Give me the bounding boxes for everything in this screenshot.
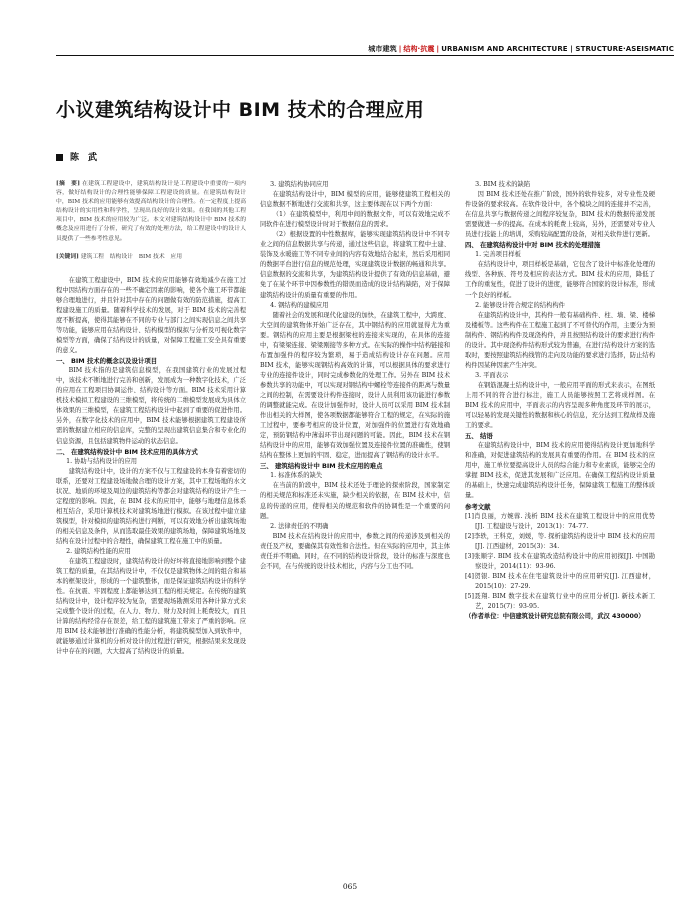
section-heading-4: 四、 在建筑结构设计中对 BIM 技术的处理措施	[465, 241, 601, 250]
abstract-label: [摘 要]	[56, 181, 81, 187]
paragraph-2-4: 随着社会的发展和现代化建设的加快，在建筑工程中，大跨度、大空间的建筑物体开始广泛存在，其中钢结构的应用就显得尤为重要。钢结构的应用主要是根据梁柱的连接来实现的，在具体的连接中，有梁梁连接、梁梁刚接等多种方式。在实际的操作中结构链接和布置加强件的程序较为繁琐，易于造成结构设计存在问题。应用 BIM 技术，能够实现钢结构高效的计算，可以根据具体的要求进行专业的连接件设计，同时完成参数化的处理工作。另外在 BIM 技术参数共享的功能中，可以实现对钢结构中螺栓等连接件的距离与数量之间的控制，在需要设计构件连接时，设计人员利用该功能进行参数的调整就能完成。在设计加强件时，设计人员可以采用 BIM 技术制作出相关的大样图，使各项数据都能够符合工程的规定，在实际的施工过程中，要参考相应的设计位置，对加强件的位置进行有效地确定，预防钢结构中薄弱环节出现问题的可能。因此，BIM 技术在钢结构设计中的应用，能够有效加强位置及连接件位置的准确性，使钢结构在整体上更加的牢固、稳定，进而提高了钢结构的设计水平。	[260, 311, 450, 460]
paragraph-4-3: 在钢筋混凝土结构设计中，一般应用平面的形式来表示，在图纸上用不同的符合进行标注，施工人员能够按照工艺将成样图。在 BIM 技术的应用中，平面表示的内容呈现多种角度及环节的展示，可以轻易的发现关键性的数据和核心的信息，充分达到工程故样及施工的要求。	[465, 381, 655, 430]
column-1	[56, 180, 246, 870]
journal-name: 城市建筑	[368, 45, 397, 53]
reference-item: [1]肖良丽，方婉蓉. 浅析 BIM 技术在建筑工程设计中的应用优势[J]. 工程建设与设计，2013(1)：74-77.	[465, 512, 655, 530]
section-heading-5: 五、 结语	[465, 432, 493, 441]
column-2	[260, 180, 450, 870]
reference-item: [5]聂翔. BIM 数字技术在建筑行业中的应用分析[J]. 新技术新工艺，2015(7)：93-95.	[465, 592, 655, 610]
paragraph-3-2: BIM 技术在结构设计的应用中，参数之间的传递涉及到相关的责任及产权，要确保其有效性和合法性。但在实际的应用中，其主体责任并不明确。同时，在不同的结构设计阶段，设计的标准与深度也会不同，在与传统的设计技术相比，内容与分工也不同。	[260, 532, 450, 570]
subheading-3-2: 2. 法律责任的不明确	[270, 522, 329, 530]
keywords	[56, 253, 246, 262]
header-rule	[56, 55, 674, 56]
page-number: 065	[342, 882, 358, 891]
section-heading-2: 二、 在建筑结构设计中 BIM 技术应用的具体方式	[56, 447, 198, 456]
author-bullet-icon	[56, 154, 63, 161]
references-heading: 参考文献	[465, 502, 491, 511]
subheading-4-2: 2. 能够设计符合规定的结构构件	[475, 301, 565, 309]
subheading-3-3: 3. BIM 技术的缺陷	[475, 181, 531, 188]
reference-item: [4]贺银. BIM 技术在住宅建筑设计中的应用研究[J]. 江西建材，2015(10)：27-29.	[465, 572, 655, 590]
subheading-2-2: 2. 建筑结构性能的应用	[66, 548, 131, 556]
section-english: URBANISM AND ARCHITECTURE | STRUCTURE·ASEISMATIC	[441, 45, 674, 53]
section-name: 结构·抗震	[403, 45, 435, 53]
paragraph-2-1: 建筑结构设计中，设计的方案不仅与工程建设的本身有着密切的联系，还要对工程建设场地做合理的设计方案，其中工程场地的水文状况、地质的环境及周边的建筑结构等都会对建筑结构的设计产生一定程度的影响。因此，在 BIM 技术的应用中，能够与地理信息体系相互结合，采用计算机技术对建筑场地进行模拟。在该过程中建立建筑模型，针对模拟的建筑结构进行判断，可以有效地分析出建筑场地的相关信息及条件，从而选取最佳效果的建筑场地，保障建筑场地及结构在设计过程中的合理性，确保建筑工程在施工中的质量。	[56, 467, 246, 545]
running-header: 城市建筑 | 结构·抗震 | URBANISM AND ARCHITECTURE | STRUCTURE·ASEISMATIC	[368, 45, 674, 53]
section-heading-3: 三、 建筑结构设计中 BIM 技术应用的难点	[260, 462, 383, 471]
paragraph-2-2: 在建筑工程建设时，建筑结构设计的好坏将直接地影响到整个建筑工程的质量，在其结构设计中，不仅仅是建筑物体之间的组合和基本的框架设计，形成的一个建筑整体，而是保证建筑结构设计的科学性。在抗震、牢固程度上都能够达到工程的相关规定。在传统的建筑结构设计中，设计程序较为复杂，需要现场勘测采用各种计算方式来完成整个设计的过程，在人力、物力、财力及时间上耗费较大，而且计算的结构经常存在误差，给工程的建筑施工带来了严重的影响。应用 BIM 技术能够进行准确的性能分析，将建筑模型加入到软件中，就能够通过计算机的分析对设计的过程进行研究，根据结果来发现设计中存在的问题，大大提高了结构设计的质量。	[56, 558, 246, 656]
paragraph-2-3-c: （2）根据设置的中性数据库，能够实现建筑结构设计中不同专业之间的信息数据共享与传递，通过这些信息，将建筑工程中土建、装饰及水暖施工等不同专业间的内容有效地结合起来，然后采用相同的数据平台进行信息的规范处理，实现建筑设计数据的畅通和共享。信息数据的交流和共享，为建筑结构设计提供了有效的信息基础，避免了在某个环节中因参数性的错误而造成的设计结构缺陷，对于保障建筑结构设计的质量有重要的作用。	[260, 231, 450, 299]
abstract-text: 在建筑工程建设中，建筑结构设计是工程建设中重要的一项内容，做好结构设计的合理性能够保障工程建设的质量。在建筑结构设计中，BIM 技术的应用能够有效提高结构设计的合理性。在一定程度上提高结构设计的实用性和科学性，呈现出良好的设计效果。在我国的其他工程项目中，BIM 技术的应用较为广泛。本文对建筑结构设计中 BIM 技术的概念及应用进行了分析，研究了有效的处理方法，给工程建设中的设计人员提供了一些参考性意见。	[56, 181, 246, 242]
article-title: 小议建筑结构设计中 BIM 技术的合理应用	[56, 99, 425, 121]
paragraph-4-1: 在结构设计中，项目样板是基础，它包含了设计中标准化处理的线型、各种族、符号及相应的表达方式。BIM 技术的应用，降低了工作的重复性，促进了设计的进度，能够符合国家的设计标准，形成一个良好的样板。	[465, 261, 655, 299]
subheading-2-4: 4. 钢结构的建模应用	[270, 301, 329, 309]
subheading-2-1: 1. 协助与结构设计的应用	[66, 457, 138, 465]
author-affiliation: （作者单位：中信建筑设计研究总院有限公司，武汉 430000）	[465, 613, 645, 621]
paragraph-2-3-b: （1）在建筑模型中，利用中间的数据文件，可以有效地完成不同软件在进行模型设计时对于数据信息的需求。	[260, 211, 450, 229]
keywords-label: [关键词]	[56, 253, 79, 260]
section-heading-1: 一、 BIM 技术的概念以及设计项目	[56, 357, 158, 366]
subheading-2-3: 3. 建筑结构协同应用	[270, 181, 329, 188]
intro-paragraph: 在建筑工程建设中，BIM 技术的应用能够有效地减少在施工过程中因结构方面存在的一些不确定因素的影响，使各个施工环节都能够合理地进行，并且针对其中存在的问题做有效的防范措施，提高工程建设施工的质量。随着科学技术的发展，对于 BIM 技术的完善程度不断提高，使得其能够在不同的专业与部门之间实现信息之间共享等功能，能够应用在结构设计、结构模型的模拟与分析及可视化数字模型等方面，确保了结构设计的质量，对保障工程施工安全具有重要的意义。	[56, 276, 246, 355]
section-1-paragraph: BIM 技术指的是建筑信息模型，在我国建筑行业的发展过程中，该技术不断地进行完善和创新，发展成为一种数字化技术，广泛的应用在工程项目协调运作、结构设计等方面。BIM 技术采用计算机技术模拟工程建设的三维模型，将传统的二维模型发展成为具体立体效果的三维模型，在建筑工程结构设计中起到了重要的促进作用。另外，在数字化技术的应用中，BIM 技术能够根据建筑工程建设所需的数据建立相应的信息库，完整的呈现出建筑信息集合和专业化的信息资源，且包括建筑物件运动的状态信息。	[56, 367, 246, 445]
paragraph-5: 在建筑结构设计中，BIM 技术的应用使得结构设计更加地科学和准确，对促进建筑结构的发展具有重要的作用。在 BIM 技术的应用中，施工单位要提高设计人员的综合能力和专业素质，能够完全的掌握 BIM 技术，促进其发展和广泛应用。在确保工程结构设计质量的基础上，快速完成建筑结构设计任务，保障建筑工程施工的整体质量。	[465, 442, 655, 500]
reference-item: [2]李轶，王科克，刘媛，等. 探析建筑结构设计中 BIM 技术的应用[J]. 江西建材，2015(3)：34.	[465, 532, 655, 550]
paragraph-4-2: 在建筑结构设计中，其构件一般有基础构件、柱、墙、梁、楼梯及楼板等。这些构件在工程施工起到了不可替代的作用，主要分为预制构件、钢结构构件及现浇构件，并且按照结构设计的要求进行构件的设计。其中现浇构件结构形式较为普遍，在进行结构设计方案的选取时，要按照建筑结构线管的走向及功能的要求进行选择，防止结构构件因某种因素产生冲突。	[465, 311, 655, 369]
subheading-4-3: 3. 平面表示	[475, 371, 509, 379]
paragraph-3-3: 因 BIM 技术还处在推广阶段，国外的软件较多，对专业性及硬件设备的要求较高。在软件设计中，各个模块之间的连接并不完善，在信息共享与数据传递之间程序较复杂，BIM 技术的数据传递发展需要做进一步的提高。在成本的耗费上较高，另外，还需要对专业人员进行技能上的培训，采购较高配置的设备，对相关软件进行更新。	[465, 191, 655, 239]
keywords-text: 建筑工程 结构设计 BIM 技术 应用	[80, 253, 183, 260]
author-name: 陈 武	[70, 153, 98, 163]
subheading-3-1: 1. 标准体系的缺失	[270, 472, 323, 480]
abstract	[56, 180, 246, 244]
column-3	[465, 180, 655, 870]
reference-item: [3]张顺宇. BIM 技术在建筑改造结构设计中的应用初探[J]. 中国勘察设计，2014(11)：93-96.	[465, 552, 655, 570]
paragraph-3-1: 在当前的阶段中，BIM 技术还处于理论的探索阶段，国家制定的相关规范和标准还未实施，缺少相关的依据，在 BIM 技术中，信息的传递的应用，使得相关的规范和软件的协调性是一个重要的问题。	[260, 482, 450, 520]
author-line	[56, 150, 97, 163]
paragraph-2-3-a: 在建筑结构设计中，BIM 模型的应用，能够使建筑工程相关的信息数据不断地进行交流和共享，这主要体现在以下两个方面：	[260, 191, 450, 209]
subheading-4-1: 1. 完善项目样板	[475, 251, 521, 259]
